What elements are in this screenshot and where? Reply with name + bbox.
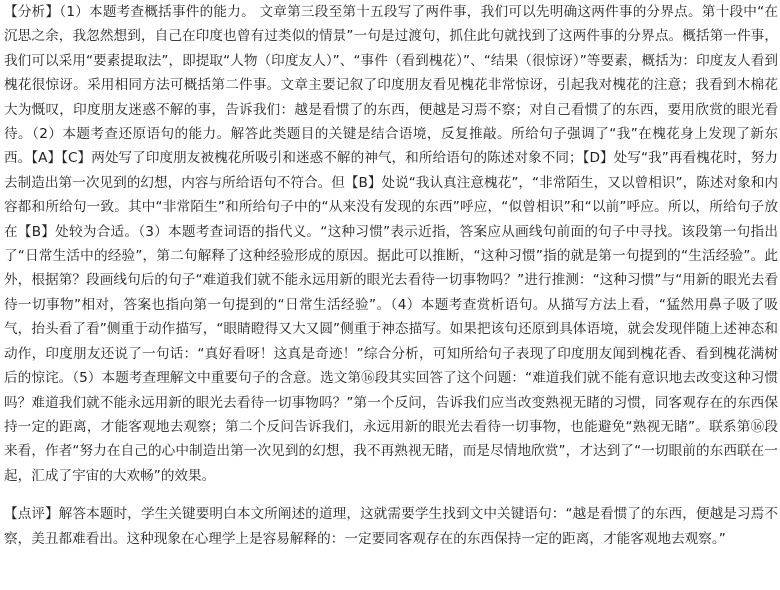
answer-explanation-document (4, 0, 778, 551)
analysis-paragraph: 【分析】（1）本题考查概括事件的能力。 文章第三段至第十五段写了两件事，我们可以先明确这两件事的分界点。第十段中“在沉思之余，我忽然想到，自己在印度也曾有过类似的情景”一句是过渡句，抓住此句就找到了这两件事的分界点。概括第一件事，我们可以采用“要素提取法”，即提取“人物（印度友人）”、“事件（看到槐花）”、“结果（很惊讶）”等要素，概括为：印度友人看到槐花很惊讶。采用相同方法可概括第二件事。文章主要记叙了印度朋友看见槐花非常惊讶，引起我对槐花的注意；我看到木棉花大为慨叹，印度朋友迷惑不解的事，告诉我们：越是看惯了的东西，便越是习焉不察；对自己看惯了的东西，要用欣赏的眼光看待。（2）本题考查还原语句的能力。解答此类题目的关键是结合语境，反复推敲。所给句子强调了“我”在槐花身上发现了新东西。【A】【C】两处写了印度朋友被槐花所吸引和迷惑不解的神气，和所给语句的陈述对象不同；【D】处写“我”再看槐花时，努力去制造出第一次见到的幻想，内容与所给语句不符合。但【B】处说“我认真注意槐花”，“非常陌生，又以曾相识”，陈述对象和内容都和所给句一致。其中“非常陌生”和所给句子中的“从来没有发现的东西”呼应，“似曾相识”和“以前”呼应。所以，所给句子放在【B】处较为合适。（3）本题考查词语的指代义。“这种习惯”表示近指，答案应从画线句前面的句子中寻找。该段第一句指出了“日常生活中的经验”，第二句解释了这种经验形成的原因。据此可以推断，“这种习惯”指的就是第一句提到的“生活经验”。此外，根据第？段画线句后的句子“难道我们就不能永远用新的眼光去看待一切事物吗？”进行推测：“这种习惯”与“用新的眼光去看待一切事物”相对，答案也指向第一句提到的“日常生活经验”。（4）本题考查赏析语句。从描写方法上看，“猛然用鼻子吸了吸气，抬头看了看”侧重于动作描写，“眼睛瞪得又大又圆”侧重于神态描写。如果把该句还原到具体语境，就会发现伴随上述神态和动作，印度朋友还说了一句话：“真好看呀！这真是奇迹！”综合分析，可知所给句子表现了印度朋友闻到槐花香、看到槐花满树后的惊诧。（5）本题考查理解文中重要句子的含意。选文第⑯段其实回答了这个问题：“难道我们就不能有意识地去改变这种习惯吗？难道我们就不能永远用新的眼光去看待一切事物吗？”第一个反问，告诉我们应当改变熟视无睹的习惯，同客观存在的东西保持一定的距离，才能客观地去观察；第二个反问告诉我们，永远用新的眼光去看待一切事物，也能避免“熟视无睹”。联系第⑯段来看，作者“努力在自己的心中制造出第一次见到的幻想，我不再熟视无睹，而是尽情地欣赏”，才达到了“一切眼前的东西联在一起，汇成了宇宙的大欢畅”的效果。 (4, 4, 778, 484)
comment-paragraph: 【点评】解答本题时，学生关键要明白本文所阐述的道理，这就需要学生找到文中关键语句：“越是看惯了的东西，便越是习焉不察，美丑都难看出。这种现象在心理学上是容易解释的：一定要同客观存在的东西保持一定的距离，才能客观地去观察。” (4, 506, 778, 547)
